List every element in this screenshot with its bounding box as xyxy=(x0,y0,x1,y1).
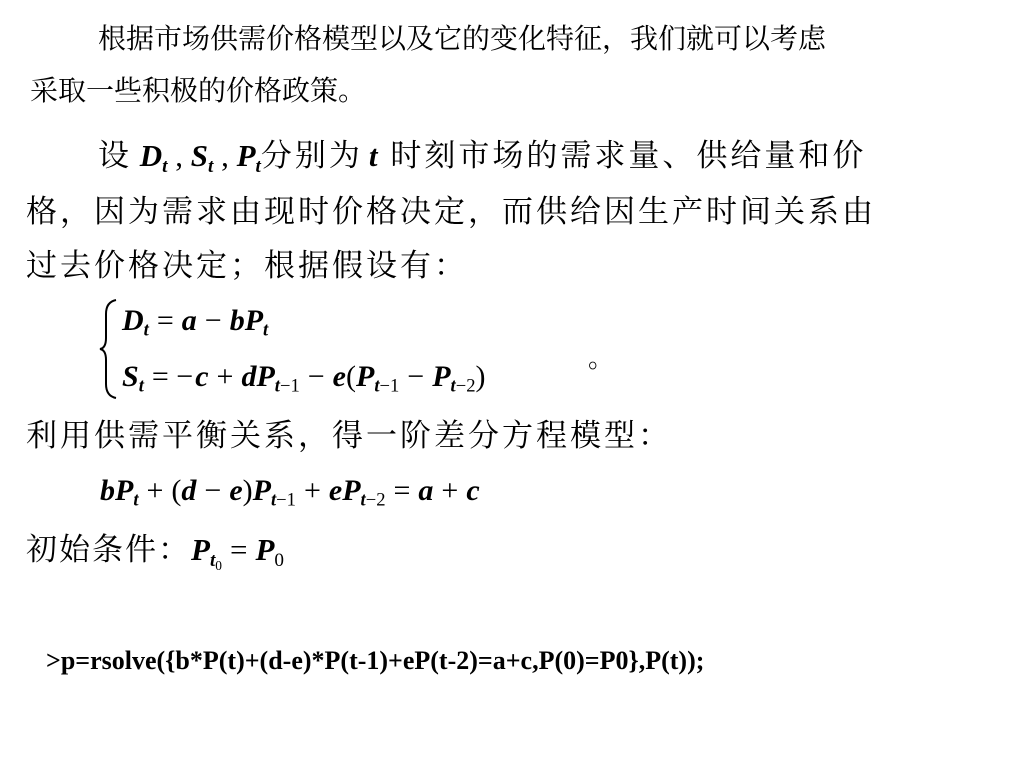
paragraph-line-3: 过去价格决定；根据假设有： xyxy=(26,248,468,284)
intro-line-2: 采取一些积极的价格政策。 xyxy=(30,74,367,107)
initial-condition xyxy=(26,530,284,586)
balance-statement: 利用供需平衡关系，得一阶差分方程模型： xyxy=(26,418,672,454)
paragraph-after-vars: 分别为 xyxy=(260,138,363,174)
system-trailing-mark: 。 xyxy=(588,344,615,374)
initial-condition-formula: $P_{t_0} = P_0$ xyxy=(191,532,285,573)
intro-line-1: 根据市场供需价格模型以及它的变化特征，我们就可以考虑 xyxy=(98,22,827,55)
left-brace xyxy=(98,298,120,400)
difference-equation: $bP_t + (d - e)P_{t-1} + eP_{t-2} = a + c$ xyxy=(100,474,480,511)
equation-demand: $D_t = a - bP_t$ xyxy=(122,304,269,341)
paragraph-line-2: 格，因为需求由现时价格决定，而供给因生产时间关系由 xyxy=(26,194,876,230)
equation-supply: $S_t = -c + dP_{t-1} - e(P_{t-1} - P_{t-2})$ xyxy=(122,360,486,397)
initial-condition-label: 初始条件： xyxy=(26,532,191,568)
var-t: t xyxy=(368,138,378,173)
paragraph-line-1 xyxy=(98,136,866,187)
paragraph-lead: 设 xyxy=(98,138,132,174)
rsolve-command: >p=rsolve({b*P(t)+(d-e)*P(t-1)+eP(t-2)=a+c,P(0)=P0},P(t)); xyxy=(46,646,705,675)
paragraph-line-1-rest: 时刻市场的需求量、供给量和价 xyxy=(377,138,867,174)
var-list: $D_t$ , $S_t$ , $P_t$ xyxy=(132,138,261,177)
